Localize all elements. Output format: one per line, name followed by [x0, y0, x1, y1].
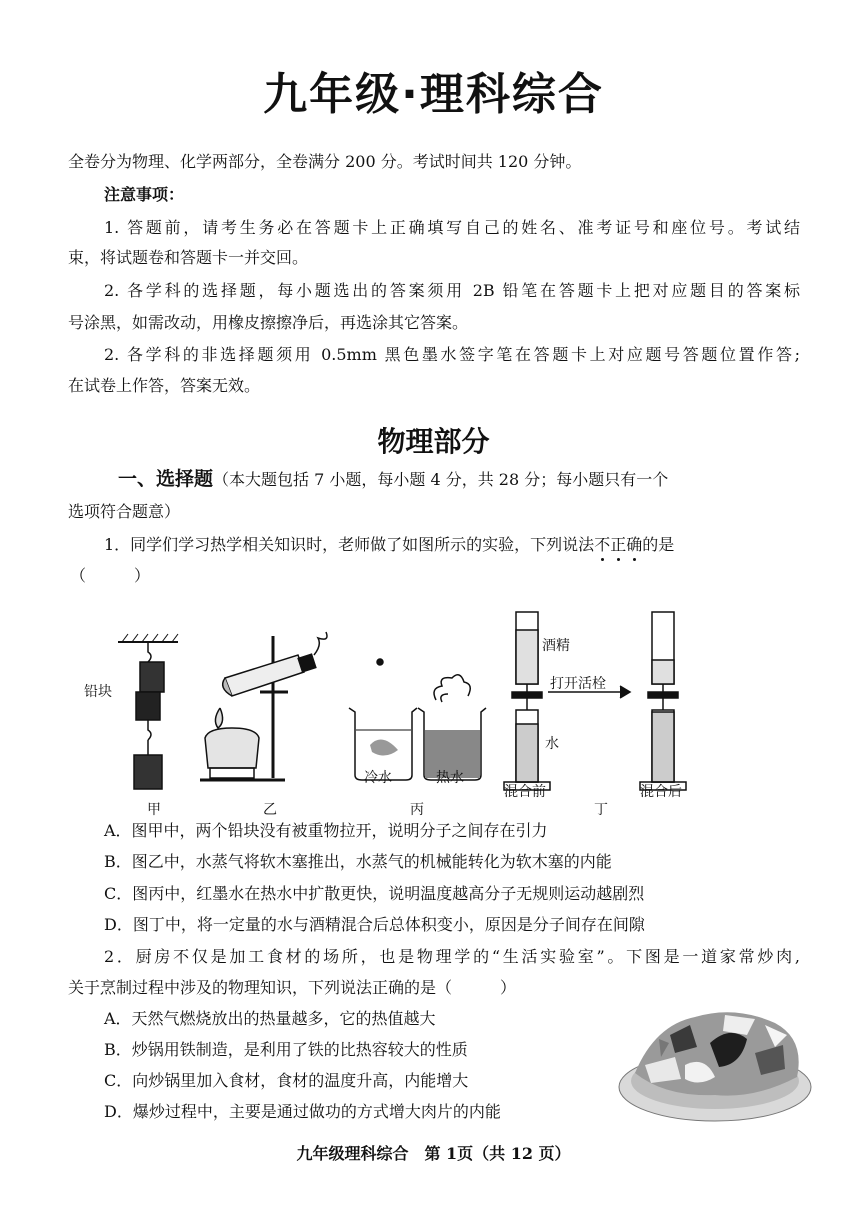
- section-title: 物理部分: [377, 425, 490, 458]
- q2-option-d: D．爆炒过程中，主要是通过做功的方式增大肉片的内能: [104, 1102, 501, 1121]
- label-hot-water: 热水: [436, 770, 464, 786]
- label-after-mix: 混合后: [640, 784, 682, 800]
- q1-answer-paren: （ ）: [70, 566, 151, 585]
- caption-yi: 乙: [263, 802, 277, 818]
- note-1-line-2: 束，将试题卷和答题卡一并交回。: [68, 248, 309, 267]
- label-open-valve: 打开活栓: [550, 676, 606, 692]
- label-lead-block: 铅块: [84, 684, 112, 700]
- q2-option-b: B．炒锅用铁制造，是利用了铁的比热容较大的性质: [104, 1040, 468, 1059]
- q1-option-b: B．图乙中，水蒸气将软木塞推出，水蒸气的机械能转化为软木塞的内能: [104, 852, 612, 871]
- exam-intro: 全卷分为物理、化学两部分，全卷满分 200 分。考试时间共 120 分钟。: [68, 152, 582, 171]
- label-alcohol: 酒精: [542, 638, 570, 654]
- q1-experiment-figure: [60, 600, 810, 825]
- notes-label: 注意事项：: [104, 185, 185, 204]
- page-title: 九年级·理科综合: [263, 69, 604, 120]
- stir-fry-dish-image: [615, 995, 815, 1125]
- note-2-line-1: 2. 各学科的选择题，每小题选出的答案须用 2B 铅笔在答题卡上把对应题目的答案标: [104, 281, 800, 300]
- note-3-line-2: 在试卷上作答，答案无效。: [68, 376, 261, 395]
- label-before-mix: 混合前: [504, 784, 546, 800]
- q1-option-d: D．图丁中，将一定量的水与酒精混合后总体积变小，原因是分子间存在间隙: [104, 915, 645, 934]
- q2-stem-line-1: 2．厨房不仅是加工食材的场所，也是物理学的“生活实验室”。下图是一道家常炒肉,: [104, 947, 800, 966]
- label-cold-water: 冷水: [364, 770, 392, 786]
- part1-desc: （本大题包括 7 小题，每小题 4 分，共 28 分；每小题只有一个: [213, 470, 669, 489]
- label-water: 水: [545, 736, 559, 752]
- q1-emph-char-2: 正: [610, 535, 627, 554]
- q1-stem-prefix: 1．同学们学习热学相关知识时，老师做了如图所示的实验，下列说法: [104, 535, 595, 554]
- q1-emph-char-3: 确: [626, 535, 643, 554]
- steam-cork-diagram: [200, 632, 327, 780]
- q1-option-a: A．图甲中，两个铅块没有被重物拉开，说明分子之间存在引力: [104, 821, 548, 840]
- q1-option-c: C．图丙中，红墨水在热水中扩散更快，说明温度越高分子无规则运动越剧烈: [104, 884, 645, 903]
- note-2-line-2: 号涂黑，如需改动，用橡皮擦擦净后，再选涂其它答案。: [68, 313, 469, 332]
- note-1-line-1: 1. 答题前，请考生务必在答题卡上正确填写自己的姓名、准考证号和座位号。考试结: [104, 218, 800, 237]
- note-3-line-1: 2. 各学科的非选择题须用 0.5mm 黑色墨水签字笔在答题卡上对应题号答题位置作答;: [104, 345, 800, 364]
- lead-blocks-diagram: [118, 634, 178, 789]
- part1-desc-line-2: 选项符合题意）: [68, 502, 181, 521]
- caption-jia: 甲: [147, 802, 161, 818]
- q2-stem-line-2: 关于烹制过程中涉及的物理知识，下列说法正确的是（ ）: [68, 978, 517, 997]
- q2-option-a: A．天然气燃烧放出的热量越多，它的热值越大: [104, 1009, 436, 1028]
- q1-stem-suffix: 的是: [642, 535, 675, 554]
- page-footer: 九年级理科综合 第 1页（共 12 页）: [296, 1144, 571, 1163]
- part1-heading-line: [118, 469, 802, 490]
- alcohol-water-diagram: [504, 612, 686, 790]
- part1-heading: 一、选择题: [118, 468, 214, 490]
- caption-bing: 丙: [410, 802, 424, 818]
- diffusion-beakers-diagram: [349, 659, 486, 780]
- q2-option-c: C．向炒锅里加入食材，食材的温度升高，内能增大: [104, 1071, 469, 1090]
- q1-emph-char-1: 不: [594, 535, 611, 554]
- caption-ding: 丁: [594, 802, 608, 818]
- q1-stem: [104, 535, 674, 555]
